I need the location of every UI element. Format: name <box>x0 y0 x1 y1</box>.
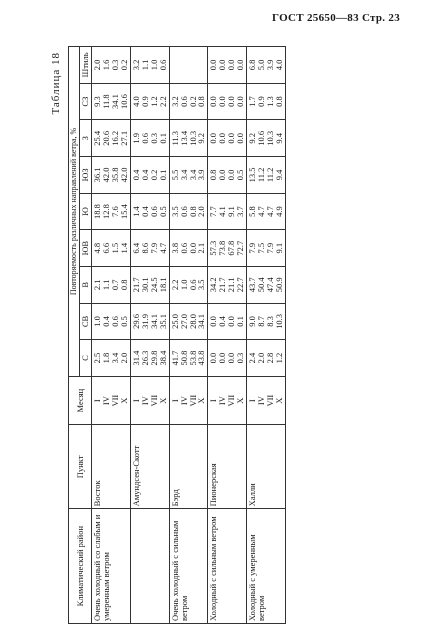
value: 20.6 <box>101 130 112 146</box>
value: 1.9 <box>131 132 141 144</box>
value: 10.3 <box>264 130 275 146</box>
value-cell <box>247 47 286 84</box>
table-row <box>169 47 208 624</box>
month-cell <box>208 376 247 424</box>
value: 0.2 <box>148 169 159 181</box>
value: 5.8 <box>247 206 258 217</box>
site-cell: Пионерская <box>208 425 247 509</box>
value: 3.5 <box>169 206 180 217</box>
value-cell <box>169 340 208 377</box>
value: 0.6 <box>178 96 189 107</box>
dir-header: ЮЗ <box>80 157 92 194</box>
value: 1.0 <box>148 59 159 71</box>
value: 0.0 <box>208 132 219 144</box>
value-cell <box>169 120 208 157</box>
value: 0.0 <box>217 352 228 364</box>
value: 0.8 <box>119 279 130 291</box>
value-cell <box>208 83 247 120</box>
value: 43.7 <box>247 277 258 293</box>
table-row <box>208 47 247 624</box>
value: 9.1 <box>273 242 284 254</box>
value: 30.1 <box>139 277 150 293</box>
region-cell: Очень холодный с сильным ветром <box>169 509 208 624</box>
value: 9.1 <box>226 206 237 217</box>
value: 0.5 <box>119 316 130 327</box>
value: 1.1 <box>139 59 150 71</box>
value: 47.4 <box>264 277 275 293</box>
value: 0.8 <box>273 96 284 107</box>
value-cell <box>131 266 170 303</box>
value-cell <box>131 230 170 267</box>
value: 29.8 <box>148 350 159 366</box>
value: 7.9 <box>264 242 275 254</box>
value: 7.5 <box>255 242 266 254</box>
value: 0.6 <box>148 206 159 217</box>
value: 0.1 <box>235 316 246 327</box>
value: 12.8 <box>101 204 112 219</box>
table-row <box>92 47 131 624</box>
value: 18.8 <box>92 204 103 219</box>
value: 1.8 <box>101 352 112 364</box>
value: 8.3 <box>264 316 275 327</box>
value: 0.3 <box>235 352 246 364</box>
site-cell: Халли <box>247 425 286 509</box>
value: 2.5 <box>92 352 103 364</box>
value: 18.1 <box>157 277 168 293</box>
value: 2.8 <box>264 352 275 364</box>
value: 0.0 <box>235 96 246 107</box>
value: 21.7 <box>131 277 141 293</box>
value: 5.0 <box>255 59 266 71</box>
value: 2.0 <box>119 352 130 364</box>
value: 7.9 <box>148 242 159 254</box>
value: 25.4 <box>92 130 103 146</box>
region-cell: Очень холодный со слабым и умеренным ветром <box>92 509 131 624</box>
value: 73.8 <box>217 240 228 256</box>
header-row <box>69 47 80 624</box>
value: 0.6 <box>157 59 168 71</box>
site-cell: Бэрд <box>169 425 208 509</box>
value-cell <box>247 83 286 120</box>
value-cell <box>92 157 131 194</box>
value: 3.2 <box>131 59 141 71</box>
value: 5.5 <box>169 169 180 181</box>
value: 28.0 <box>187 314 198 329</box>
value: 31.4 <box>131 350 141 366</box>
value: 9.4 <box>273 132 284 144</box>
value: 0.0 <box>217 169 228 181</box>
col-group-header: Повторяемость различных направлений ветра, % <box>69 47 80 377</box>
value: 9.0 <box>247 316 258 327</box>
value: 6.6 <box>101 242 112 254</box>
value: 0.0 <box>208 59 219 71</box>
dir-header: ЮВ <box>80 230 92 267</box>
value-cell <box>208 120 247 157</box>
month-label: I <box>247 399 258 403</box>
value-cell <box>208 157 247 194</box>
month-cell <box>92 376 131 424</box>
dir-header: СВ <box>80 303 92 340</box>
value: 0.4 <box>131 169 141 181</box>
value: 4.0 <box>273 59 284 71</box>
month-label: VII <box>226 394 237 407</box>
value: 2.0 <box>196 206 207 217</box>
value-cell <box>169 83 208 120</box>
value-cell <box>131 157 170 194</box>
value <box>197 49 206 81</box>
value: 4.7 <box>157 242 168 254</box>
value: 11.2 <box>255 167 266 183</box>
month-label: X <box>119 397 130 404</box>
value: 0.0 <box>226 316 237 327</box>
value-cell <box>169 47 208 84</box>
value: 29.6 <box>131 314 141 329</box>
month-label: IV <box>217 396 228 406</box>
value: 4.1 <box>217 206 228 217</box>
value: 0.4 <box>139 206 150 217</box>
value-cell <box>92 340 131 377</box>
value: 11.2 <box>264 167 275 183</box>
value: 0.8 <box>208 169 219 181</box>
month-label: X <box>235 397 246 404</box>
value-cell <box>169 266 208 303</box>
value: 0.4 <box>217 316 228 327</box>
site-cell: Восток <box>92 425 131 509</box>
month-label: IV <box>255 396 266 406</box>
value: 50.8 <box>178 350 189 366</box>
value: 0.6 <box>139 132 150 144</box>
value-cell <box>208 340 247 377</box>
value: 2.2 <box>169 279 180 291</box>
table-sheet <box>50 46 422 624</box>
region-cell: Холодный с умеренным ветром <box>247 509 286 624</box>
month-label: X <box>157 397 168 404</box>
value-cell <box>92 303 131 340</box>
month-label: X <box>196 397 207 404</box>
value-cell <box>208 193 247 230</box>
value: 57.3 <box>208 240 219 256</box>
value: 13.4 <box>178 130 189 146</box>
value: 0.0 <box>226 59 237 71</box>
value: 0.5 <box>235 169 246 181</box>
value: 36.1 <box>92 167 103 183</box>
month-label: IV <box>178 396 189 406</box>
value: 34.1 <box>196 314 207 329</box>
value-cell <box>92 193 131 230</box>
value: 9.2 <box>196 132 207 144</box>
month-label: I <box>208 399 219 403</box>
value: 26.3 <box>139 350 150 366</box>
value: 1.7 <box>247 96 258 107</box>
value: 7.6 <box>110 206 121 217</box>
col-site-header: Пункт <box>69 425 92 509</box>
value: 0.0 <box>208 316 219 327</box>
value: 34.2 <box>208 277 219 293</box>
dir-header: Ю <box>80 193 92 230</box>
value-cell <box>169 303 208 340</box>
value: 3.9 <box>264 59 275 71</box>
value: 2.4 <box>247 352 258 364</box>
value: 3.7 <box>235 206 246 217</box>
dir-header: В <box>80 266 92 303</box>
value-cell <box>247 266 286 303</box>
value: 4.7 <box>255 206 266 217</box>
dir-header: З <box>80 120 92 157</box>
value-cell <box>92 266 131 303</box>
value: 1.2 <box>148 96 159 107</box>
table-title: Таблица 18 <box>50 52 62 115</box>
value: 72.7 <box>235 240 246 256</box>
value-cell <box>92 230 131 267</box>
value: 38.4 <box>157 350 168 366</box>
table-row <box>131 47 170 624</box>
value: 6.8 <box>247 59 258 71</box>
value: 0.9 <box>255 96 266 107</box>
col-region-header: Климатический район <box>69 509 92 624</box>
month-label: VII <box>110 394 121 407</box>
region-cell: Холодный с сильным ветром <box>208 509 247 624</box>
value-cell <box>92 83 131 120</box>
value: 0.0 <box>226 96 237 107</box>
value: 0.6 <box>178 206 189 217</box>
month-label: IV <box>101 396 112 406</box>
value: 0.0 <box>217 132 228 144</box>
value: 34.1 <box>148 314 159 329</box>
month-label: X <box>273 397 284 404</box>
value: 11.8 <box>101 94 112 109</box>
value: 7.9 <box>247 242 258 254</box>
value: 1.1 <box>101 279 112 291</box>
value: 0.0 <box>235 132 246 144</box>
value: 1.2 <box>273 352 284 364</box>
value: 42.0 <box>101 167 112 183</box>
value: 0.3 <box>148 132 159 144</box>
value: 1.0 <box>92 316 103 327</box>
value-cell <box>131 47 170 84</box>
value: 3.5 <box>196 279 207 291</box>
value: 11.3 <box>169 130 180 146</box>
value: 4.0 <box>131 96 141 107</box>
value: 0.7 <box>110 279 121 291</box>
wind-frequency-table <box>68 46 286 624</box>
value: 3.8 <box>169 242 180 254</box>
value: 8.7 <box>255 316 266 327</box>
value: 1.0 <box>178 279 189 291</box>
value: 42.0 <box>119 167 130 183</box>
value: 10.6 <box>255 130 266 146</box>
value: 0.3 <box>110 59 121 71</box>
value: 50.4 <box>255 277 266 293</box>
value-cell <box>131 340 170 377</box>
value: 0.0 <box>226 132 237 144</box>
value: 27.1 <box>119 130 130 146</box>
site-cell: Амундсен-Скотт <box>131 425 170 509</box>
table-row <box>247 47 286 624</box>
value: 16.2 <box>110 130 121 146</box>
value: 35.8 <box>110 167 121 183</box>
value: 0.5 <box>157 206 168 217</box>
value-cell <box>247 340 286 377</box>
value: 1.6 <box>101 59 112 71</box>
month-label: VII <box>148 394 159 407</box>
value: 41.7 <box>169 350 180 366</box>
value-cell <box>247 157 286 194</box>
page-header: ГОСТ 25650—83 Стр. 23 <box>272 12 400 24</box>
month-cell <box>131 376 170 424</box>
value: 24.5 <box>148 277 159 293</box>
value: 0.8 <box>196 96 207 107</box>
table-body <box>92 47 285 624</box>
value: 0.0 <box>208 96 219 107</box>
value: 0.1 <box>157 132 168 144</box>
value: 50.9 <box>273 277 284 293</box>
dir-header: СЗ <box>80 83 92 120</box>
value: 0.0 <box>226 169 237 181</box>
value: 10.3 <box>187 130 198 146</box>
value: 0.0 <box>187 242 198 254</box>
value-cell <box>247 303 286 340</box>
value: 2.2 <box>157 96 168 107</box>
value-cell <box>131 120 170 157</box>
value: 4.9 <box>273 206 284 217</box>
value: 6.4 <box>131 242 141 254</box>
value: 3.4 <box>187 169 198 181</box>
value: 0.1 <box>157 169 168 181</box>
month-label: IV <box>139 396 150 406</box>
value: 0.4 <box>101 316 112 327</box>
value: 10.6 <box>119 94 130 110</box>
value-cell <box>169 157 208 194</box>
value: 8.6 <box>139 242 150 254</box>
value: 9.2 <box>247 132 258 144</box>
value: 13.5 <box>247 167 258 183</box>
dir-header: С <box>80 340 92 377</box>
value: 0.0 <box>226 352 237 364</box>
rotated-table-area <box>50 46 422 624</box>
month-cell <box>169 376 208 424</box>
value-cell <box>169 193 208 230</box>
value: 2.0 <box>255 352 266 364</box>
value: 0.6 <box>178 242 189 254</box>
value: 2.0 <box>92 59 103 71</box>
value: 7.7 <box>208 206 219 217</box>
value: 9.3 <box>92 96 103 107</box>
value: 0.0 <box>217 59 228 71</box>
col-month-header: Месяц <box>69 376 92 424</box>
value: 0.0 <box>217 96 228 107</box>
month-label: I <box>169 399 180 403</box>
value: 0.8 <box>187 206 198 217</box>
value: 3.2 <box>169 96 180 107</box>
value: 0.4 <box>139 169 150 181</box>
value-cell <box>247 120 286 157</box>
value: 34.1 <box>110 94 121 110</box>
value: 53.8 <box>187 350 198 366</box>
value-cell <box>92 120 131 157</box>
month-label: I <box>92 399 103 403</box>
value: 0.2 <box>119 59 130 71</box>
value-cell <box>208 266 247 303</box>
value: 10.3 <box>273 314 284 329</box>
value: 1.3 <box>264 96 275 107</box>
value: 3.4 <box>110 352 121 364</box>
month-label: I <box>131 399 141 403</box>
value: 22.7 <box>235 277 246 293</box>
value: 9.4 <box>273 169 284 181</box>
value: 0.0 <box>208 352 219 364</box>
region-cell <box>131 509 170 624</box>
month-label: VII <box>187 394 198 407</box>
value: 21.1 <box>226 277 237 293</box>
value-cell <box>208 47 247 84</box>
value: 27.0 <box>178 314 189 329</box>
value-cell <box>208 303 247 340</box>
value-cell <box>131 193 170 230</box>
month-cell <box>247 376 286 424</box>
value-cell <box>92 47 131 84</box>
value: 1.4 <box>131 206 141 217</box>
value: 15.4 <box>119 204 130 219</box>
value-cell <box>247 230 286 267</box>
value: 0.6 <box>110 316 121 327</box>
dir-header: Штиль <box>80 47 92 84</box>
value: 0.0 <box>235 59 246 71</box>
value: 2.1 <box>196 242 207 254</box>
value-cell <box>247 193 286 230</box>
value: 25.0 <box>169 314 180 329</box>
value: 0.2 <box>187 96 198 107</box>
value: 4.7 <box>264 206 275 217</box>
value: 1.4 <box>119 242 130 254</box>
value: 0.9 <box>139 96 150 107</box>
value-cell <box>169 230 208 267</box>
value: 0.6 <box>187 279 198 291</box>
value: 67.8 <box>226 240 237 256</box>
value-cell <box>208 230 247 267</box>
month-label: VII <box>264 394 275 407</box>
value-cell <box>131 83 170 120</box>
value-cell <box>131 303 170 340</box>
value: 31.9 <box>139 314 150 329</box>
value: 3.9 <box>196 169 207 181</box>
value: 2.1 <box>92 279 103 291</box>
value: 43.8 <box>196 350 207 366</box>
value: 1.5 <box>110 242 121 254</box>
value: 21.7 <box>217 277 228 293</box>
value: 3.4 <box>178 169 189 181</box>
value: 35.1 <box>157 314 168 329</box>
value: 4.8 <box>92 242 103 254</box>
